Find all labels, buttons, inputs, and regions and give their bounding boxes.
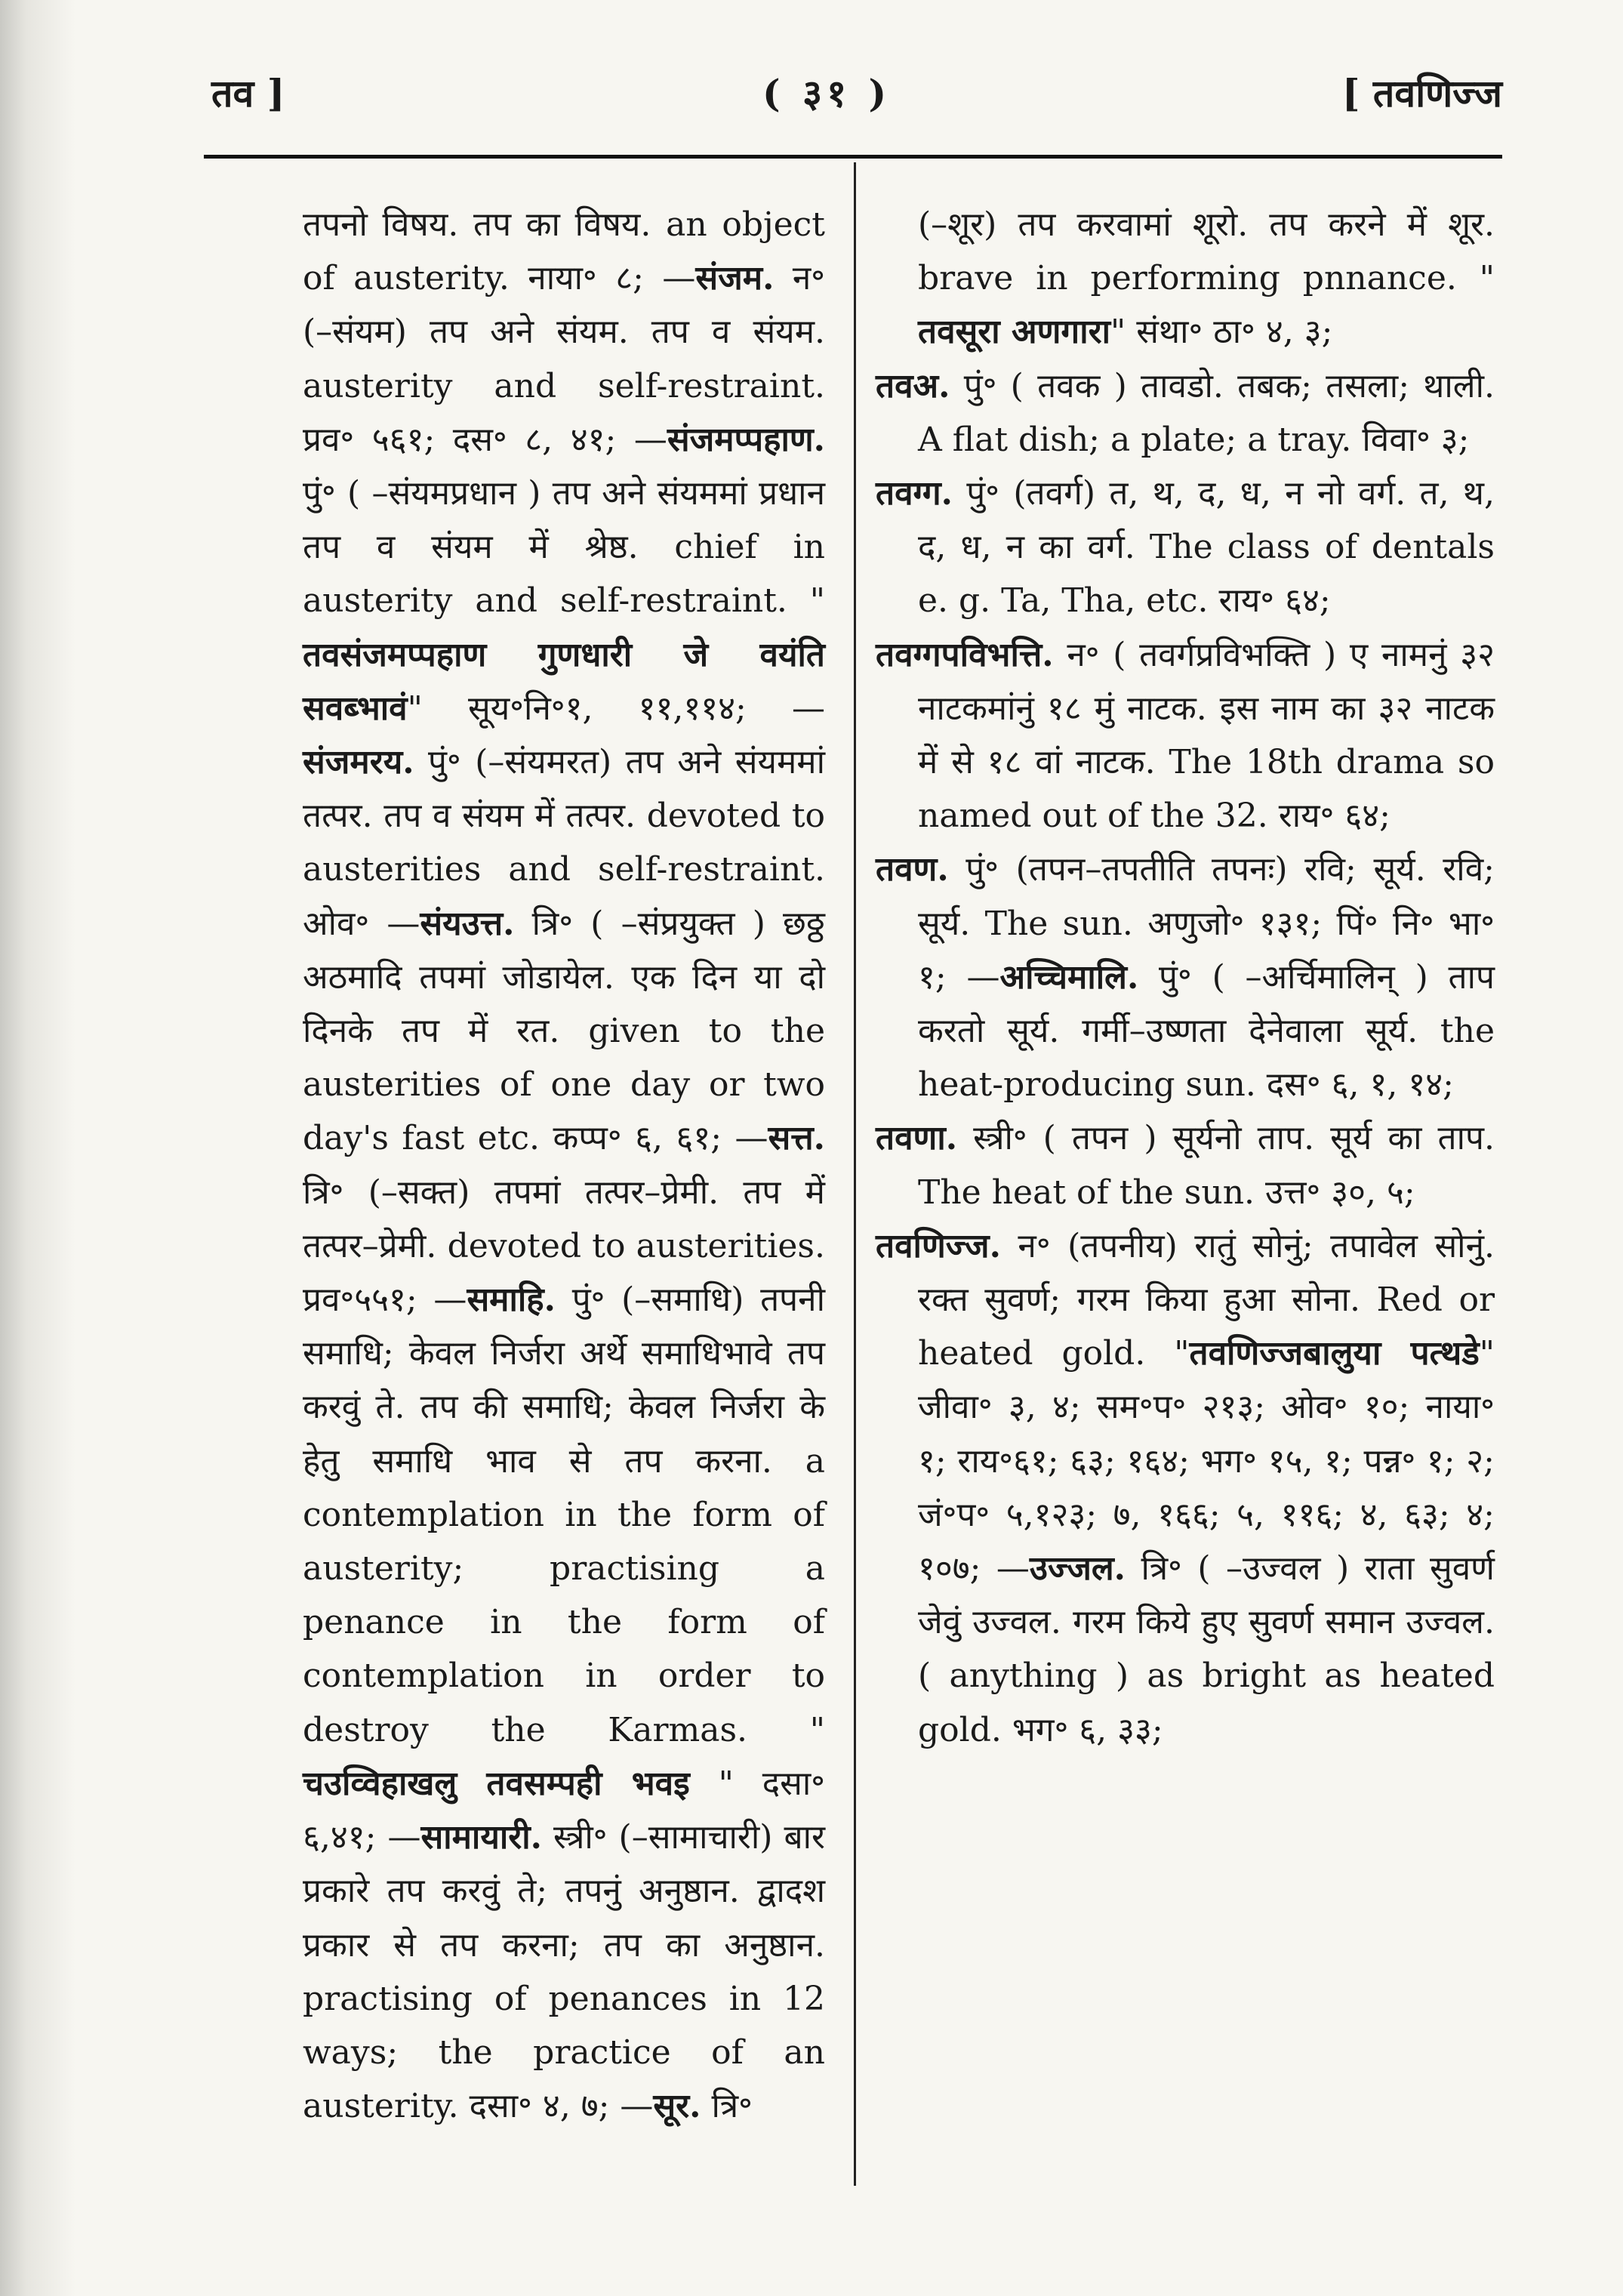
dictionary-entry: तवणा. स्त्री॰ ( तपन ) सूर्यनो ताप. सूर्य का ताप. The heat of the sun. उत्त॰ ३०, ५; — [876, 1119, 1495, 1212]
dictionary-entry: तवग्गपविभत्ति. न॰ ( तवर्गप्रविभक्ति ) ए नामनुं ३२ नाटकमांनुं १८ मुं नाटक. इस नाम का ३२ नाटक में से १८ वां नाटक. The 18th drama so named out of the 32. राय॰ ६४; — [876, 635, 1495, 836]
right-column — [876, 198, 1495, 1757]
subheadword: सत्त. — [768, 1119, 825, 1158]
subheadword: समाहि. — [467, 1281, 556, 1320]
subheadword: अच्चिमालि. — [999, 957, 1139, 997]
page-number: ( ३१ ) — [762, 71, 892, 116]
column-divider — [854, 162, 856, 2186]
subheadword: सामायारी. — [420, 1818, 542, 1857]
headword: तवग्गपविभत्ति. — [876, 635, 1054, 674]
dictionary-entry: तवग्ग. पुं॰ (तवर्ग) त, थ, द, ध, न नो वर्ग. त, थ, द, ध, न का वर्ग. The class of dentals e. g. Ta, Tha, etc. राय॰ ६४; — [876, 474, 1495, 621]
quotation: तवसंजमप्पहाण गुणधारी जे वयंति सवब्भावं — [303, 635, 825, 728]
quotation: तवसूरा अणगारा — [918, 313, 1110, 352]
headword: तवग्ग. — [876, 474, 953, 513]
headword: तवण. — [876, 850, 949, 889]
running-head-left: तव ] — [211, 71, 285, 116]
running-head-right: [ तवणिज्ज — [1341, 71, 1502, 116]
subheadword: सूर. — [653, 2087, 701, 2126]
headword: तवणिज्ज. — [876, 1226, 1001, 1265]
subheadword: संयउत्त. — [420, 904, 515, 943]
dictionary-entry-continuation: तपनो विषय. तप का विषय. an object of austerity. नाया॰ ८; —संजम. न॰ (–संयम) तप अने संयम. तप व संयम. austerity and self-restraint. प्रव॰ ५६१; दस॰ ८, ४१; —संजमप्पहाण. पुं॰ ( –संयमप्रधान ) तप अने संयममां प्रधान तप व संयम में श्रेष्ठ. chief in austerity and self-restraint. " तवसंजमप्पहाण गुणधारी जे वयंति सवब्भावं" सूय॰नि॰१, ११,११४; —संजमरय. पुं॰ (–संयमरत) तप अने संयममां तत्पर. तप व संयम में तत्पर. devoted to austerities and self-restraint. ओव॰ —संयउत्त. त्रि॰ ( –संप्रयुक्त ) छठ्ठ अठमादि तपमां जोडायेल. एक दिन या दो दिनके तप में रत. given to the austerities of one day or two day's fast etc. कप्प॰ ६, ६१; —सत्त. त्रि॰ (–सक्त) तपमां तत्पर–प्रेमी. तप में तत्पर–प्रेमी. devoted to austerities. प्रव॰५५१; —समाहि. पुं॰ (–समाधि) तपनी समाधि; केवल निर्जरा अर्थे समाधिभावे तप करवुं ते. तप की समाधि; केवल निर्जरा के हेतु समाधि भाव से तप करना. a contemplation in the form of austerity; practising a penance in the form of contemplation in order to destroy the Karmas. " चउव्विहाखलु तवसम्पही भवइ " दसा॰ ६,४१; —सामायारी. स्त्री॰ (–सामाचारी) बार प्रकारे तप करवुं ते; तपनुं अनुष्ठान. द्वादश प्रकार से तप करना; तप का अनुष्ठान. practising of penances in 12 ways; the practice of an austerity. दसा॰ ४, ७; —सूर. त्रि॰ — [303, 205, 826, 2126]
headword: तवणा. — [876, 1119, 958, 1158]
left-column — [260, 198, 825, 2133]
dictionary-entry: तवअ. पुं॰ ( तवक ) तावडो. तबक; तसला; थाली. A flat dish; a plate; a tray. विवा॰ ३; — [876, 366, 1495, 459]
subheadword: संजमप्पहाण. — [667, 420, 825, 459]
subheadword: संजमरय. — [303, 743, 414, 782]
quotation: तवणिज्जबालुया पत्थडे — [1189, 1334, 1480, 1373]
header-rule — [204, 155, 1502, 159]
subheadword: संजम. — [695, 259, 775, 298]
dictionary-entry: तवणिज्ज. न॰ (तपनीय) रातुं सोनुं; तपावेल सोनुं. रक्त सुवर्ण; गरम किया हुआ सोना. Red or heated gold. "तवणिज्जबालुया पत्थडे" जीवा॰ ३, ४; सम॰प॰ २१३; ओव॰ १०; नाया॰ १; राय॰६१; ६३; १६४; भग॰ १५, १; पन्न॰ १; २; जं॰प॰ ५,१२३; ७, १६६; ५, ११६; ४, ६३; ४; १०७; —उज्जल. त्रि॰ ( –उज्वल ) राता सुवर्ण जेवुं उज्वल. गरम किये हुए सुवर्ण समान उज्वल. ( anything ) as bright as heated gold. भग॰ ६, ३३; — [876, 1226, 1495, 1749]
headword: तवअ. — [876, 366, 950, 405]
quotation: चउव्विहाखलु तवसम्पही भवइ — [303, 1764, 690, 1803]
dictionary-entry-continuation: (–शूर) तप करवामां शूरो. तप करने में शूर. brave in performing pnnance. " तवसूरा अणगारा" संथा॰ ठा॰ ४, ३; — [918, 205, 1495, 352]
subheadword: उज्जल. — [1029, 1549, 1126, 1589]
dictionary-entry: तवण. पुं॰ (तपन–तपतीति तपनः) रवि; सूर्य. रवि; सूर्य. The sun. अणुजो॰ १३१; पिं॰ नि॰ भा॰ १; —अच्चिमालि. पुं॰ ( –अर्चिमालिन् ) ताप करतो सूर्य. गर्मी–उष्णता देनेवाला सूर्य. the heat-producing sun. दस॰ ६, १, १४; — [876, 850, 1495, 1105]
page-spine-shadow — [0, 0, 75, 2296]
